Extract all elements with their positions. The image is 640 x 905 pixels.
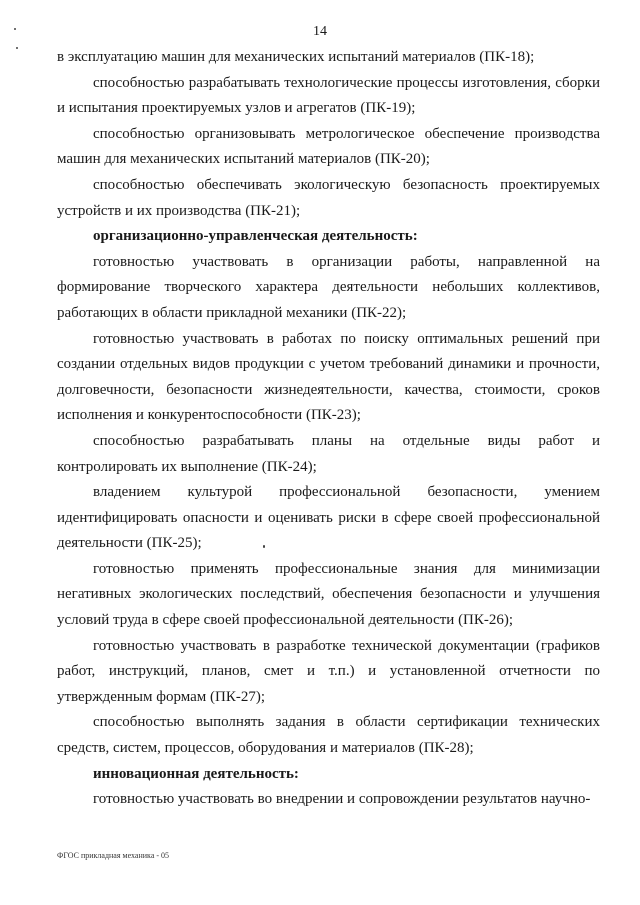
paragraph: готовностью участвовать во внедрении и сопровождении результатов научно-	[93, 791, 591, 808]
paragraph: готовностью участвовать в организации работы, направленной на формирование творческого характера деятельности небольших коллективов, работающих в области прикладной механики (ПК-22);	[57, 253, 600, 321]
paragraph: готовностью применять профессиональные знания для минимизации негативных экологических последствий, обеспечения безопасности и улучшения условий труда в сфере своей профессиональной деятельности (ПК-26);	[57, 560, 600, 629]
scan-speck	[16, 47, 18, 49]
paragraph: готовностью участвовать в работах по поиску оптимальных решений при создании отдельных видов продукции с учетом требований динамики и прочности, долговечности, безопасности жизнедеятельности, качества, стоимости, сроков исполнения и конкурентоспособности (ПК-23);	[57, 330, 600, 424]
paragraph: способностью выполнять задания в области сертификации технических средств, систем, процессов, оборудования и материалов (ПК-28);	[57, 714, 600, 757]
paragraph: способностью разрабатывать планы на отдельные виды работ и контролировать их выполнение (ПК-24);	[57, 432, 600, 475]
document-body	[57, 45, 600, 813]
section-heading: организационно-управленческая деятельность:	[93, 228, 418, 245]
paragraph: способностью организовывать метрологическое обеспечение производства машин для механических испытаний материалов (ПК-20);	[57, 125, 600, 168]
paragraph: способностью разрабатывать технологические процессы изготовления, сборки и испытания проектируемых узлов и агрегатов (ПК-19);	[57, 74, 600, 117]
footer-note: ФГОС прикладная механика - 05	[57, 851, 170, 860]
section-heading: инновационная деятельность:	[93, 765, 299, 782]
paragraph: готовностью участвовать в разработке технической документации (графиков работ, инструкций, планов, смет и т.п.) и установленной отчетности по утвержденным формам (ПК-27);	[57, 637, 600, 705]
paragraph: в эксплуатацию машин для механических испытаний материалов (ПК-18);	[57, 49, 535, 65]
paragraph: способностью обеспечивать экологическую безопасность проектируемых устройств и их производства (ПК-21);	[57, 176, 600, 219]
paragraph: владением культурой профессиональной безопасности, умением идентифицировать опасности и оценивать риски в сфере своей профессиональной деятельности (ПК-25);	[57, 484, 600, 552]
page-number: 14	[313, 24, 327, 39]
